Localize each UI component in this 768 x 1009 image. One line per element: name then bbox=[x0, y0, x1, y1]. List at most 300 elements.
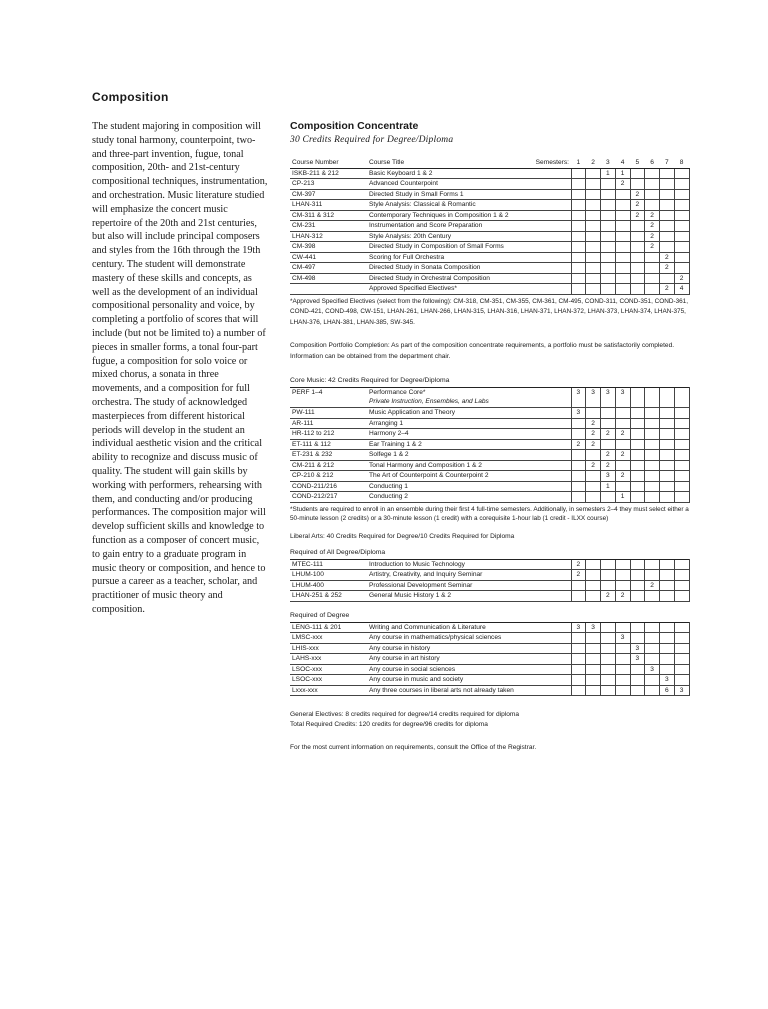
semester-credit-cell bbox=[660, 273, 675, 284]
course-title bbox=[367, 664, 571, 675]
semester-credit-cell bbox=[660, 570, 675, 581]
semester-credit-cell bbox=[630, 231, 645, 242]
semester-credit-cell: 2 bbox=[630, 210, 645, 221]
semester-credit-cell bbox=[674, 168, 689, 179]
semester-credit-cell bbox=[630, 418, 645, 429]
course-title bbox=[367, 200, 571, 211]
semester-credit-cell bbox=[660, 210, 675, 221]
semester-credit-cell bbox=[674, 439, 689, 450]
liberal-arts-heading: Liberal Arts: 40 Credits Required for Degree/10 Credits Required for Diploma bbox=[290, 532, 515, 540]
course-number: CP-210 & 212 bbox=[290, 471, 367, 482]
table-row bbox=[290, 675, 689, 686]
semester-credit-cell bbox=[660, 231, 675, 242]
semester-credit-cell bbox=[586, 481, 601, 492]
semester-credit-cell bbox=[674, 591, 689, 602]
semester-credit-cell bbox=[630, 570, 645, 581]
semester-credit-cell bbox=[571, 284, 586, 295]
semester-credit-cell bbox=[645, 273, 660, 284]
degree-heading: Required of Degree bbox=[290, 611, 350, 619]
semester-credit-cell bbox=[630, 460, 645, 471]
electives-note: *Approved Specified Electives (select from the following): CM-318, CM-351, CM-355, CM-361, CM-495, COND-311, COND-351, COND-361, COND-421, COND-498, CW-151, LHAN-261, LHAN-266, LHAN-315, LHAN-316, LHAN-371, LHAN-372, LHAN-373, LHAN-374, LHAN-375, LHAN-376, LHAN-381, LHAN-385, SW-345. bbox=[290, 297, 689, 326]
semester-credit-cell bbox=[645, 408, 660, 419]
semester-credit-cell: 6 bbox=[660, 685, 675, 696]
semester-credit-cell bbox=[645, 591, 660, 602]
table-row bbox=[290, 481, 689, 492]
semester-credit-cell bbox=[660, 388, 675, 408]
semester-credit-cell bbox=[674, 179, 689, 190]
semester-credit-cell bbox=[586, 559, 601, 570]
course-number: LMSC-xxx bbox=[290, 633, 367, 644]
semester-credit-cell bbox=[630, 284, 645, 295]
course-title bbox=[367, 242, 571, 253]
semester-credit-cell bbox=[674, 664, 689, 675]
course-number: ET-231 & 232 bbox=[290, 450, 367, 461]
semester-credit-cell bbox=[571, 189, 586, 200]
semester-credit-cell bbox=[586, 633, 601, 644]
semester-credit-cell bbox=[630, 439, 645, 450]
semester-credit-cell bbox=[601, 675, 616, 686]
course-title bbox=[367, 221, 571, 232]
semester-credit-cell: 2 bbox=[571, 570, 586, 581]
course-title bbox=[367, 210, 571, 221]
semester-credit-cell bbox=[645, 200, 660, 211]
course-title bbox=[367, 481, 571, 492]
semester-credit-cell: 1 bbox=[615, 168, 630, 179]
course-title bbox=[367, 388, 571, 408]
semester-credit-cell bbox=[660, 439, 675, 450]
semester-credit-cell bbox=[630, 664, 645, 675]
semester-credit-cell bbox=[601, 242, 616, 253]
semester-credit-cell bbox=[615, 622, 630, 633]
semester-credit-cell bbox=[660, 200, 675, 211]
semester-credit-cell bbox=[674, 492, 689, 503]
course-title bbox=[367, 675, 571, 686]
table-row bbox=[290, 221, 689, 232]
semester-credit-cell: 2 bbox=[601, 450, 616, 461]
course-title bbox=[367, 559, 571, 570]
course-title bbox=[367, 633, 571, 644]
semester-credit-cell bbox=[601, 559, 616, 570]
semester-credit-cell bbox=[660, 643, 675, 654]
semester-credit-cell bbox=[615, 252, 630, 263]
course-number: LENG-111 & 201 bbox=[290, 622, 367, 633]
semester-credit-cell bbox=[645, 418, 660, 429]
semester-header: 5 bbox=[630, 158, 645, 168]
semester-credit-cell bbox=[615, 210, 630, 221]
semester-credit-cell: 2 bbox=[601, 429, 616, 440]
course-title-text: Directed Study in Sonata Composition bbox=[369, 264, 481, 271]
course-title bbox=[367, 450, 571, 461]
course-number: LHAN-251 & 252 bbox=[290, 591, 367, 602]
semester-credit-cell bbox=[630, 242, 645, 253]
course-title bbox=[367, 570, 571, 581]
semester-credit-cell bbox=[586, 570, 601, 581]
semester-credit-cell bbox=[674, 242, 689, 253]
course-title-text: Writing and Communication & Literature bbox=[369, 623, 486, 631]
semester-credit-cell: 3 bbox=[630, 643, 645, 654]
semester-credit-cell bbox=[674, 252, 689, 263]
semester-credit-cell bbox=[586, 591, 601, 602]
intro-paragraph: The student majoring in composition will study tonal harmony, counterpoint, two- and three-part invention, fugue, tonal composition, 20th- and 21st-century compositional techniques, instrumentation, and orchestration. Music literature studied will emphasize the concert music repertoire of the 20th and 21st centuries, but also will include principal composers and styles from the 16th through the 19th century. The student will demonstrate mastery of these skills and concepts, as well as the development of an individual compositional personality and voice, by completing a portfolio of scores that will include (but not be limited to) a number of pieces in smaller forms, a tonal four-part fugue, a composition for solo voice or mixed chorus, a sonata in three movements, and a composition for full orchestra. The study of acknowledged masterpieces from different historical periods will develop in the student an individual aesthetic vision and the critical ability to recognize and discuss music of quality. The student will gain skills by working with performers, rehearsing with them, and conducting and/or producing performances. The composition major will develop sufficient skills and knowledge to function as a composer of concert music, to gain entry to a graduate program in music theory or composition, and hence to pursue a career as a teacher, scholar, and practitioner of music theory and composition. bbox=[92, 121, 268, 615]
semester-credit-cell: 3 bbox=[615, 633, 630, 644]
semester-credit-cell bbox=[571, 221, 586, 232]
semester-credit-cell bbox=[571, 460, 586, 471]
course-title-text: Style Analysis: 20th Century bbox=[369, 232, 452, 240]
semester-credit-cell bbox=[660, 481, 675, 492]
semester-credit-cell bbox=[571, 252, 586, 263]
semester-credit-cell: 2 bbox=[615, 450, 630, 461]
semester-credit-cell bbox=[601, 685, 616, 696]
semester-credit-cell bbox=[601, 284, 616, 295]
semester-credit-cell bbox=[615, 242, 630, 253]
semester-credit-cell bbox=[586, 252, 601, 263]
table-row bbox=[290, 439, 689, 450]
semester-credit-cell bbox=[571, 263, 586, 274]
semester-credit-cell bbox=[601, 492, 616, 503]
course-number: HR-112 to 212 bbox=[290, 429, 367, 440]
general-electives: General Electives: 8 credits required for degree/14 credits required for diploma bbox=[290, 711, 520, 718]
semester-credit-cell bbox=[586, 221, 601, 232]
course-title-text: Performance Core* bbox=[369, 389, 426, 396]
all-degree-heading: Required of All Degree/Diploma bbox=[290, 548, 386, 556]
course-number: LSOC-xxx bbox=[290, 664, 367, 675]
semester-credit-cell bbox=[674, 221, 689, 232]
semester-credit-cell bbox=[660, 622, 675, 633]
semester-credit-cell bbox=[674, 210, 689, 221]
semester-credit-cell bbox=[630, 580, 645, 591]
semester-credit-cell bbox=[674, 570, 689, 581]
semester-credit-cell bbox=[615, 559, 630, 570]
course-title-text: Basic Keyboard 1 & 2 bbox=[369, 169, 433, 177]
semester-credit-cell bbox=[630, 633, 645, 644]
semester-credit-cell: 3 bbox=[674, 685, 689, 696]
semester-credit-cell: 2 bbox=[645, 231, 660, 242]
course-title-text: Harmony 2–4 bbox=[369, 430, 409, 437]
course-number: LHUM-100 bbox=[290, 570, 367, 581]
semester-credit-cell bbox=[645, 252, 660, 263]
semester-credit-cell bbox=[601, 439, 616, 450]
semester-credit-cell bbox=[601, 664, 616, 675]
semester-credit-cell bbox=[615, 654, 630, 665]
semester-credit-cell: 3 bbox=[601, 471, 616, 482]
semester-credit-cell bbox=[630, 471, 645, 482]
semester-credit-cell bbox=[615, 664, 630, 675]
semester-credit-cell bbox=[586, 231, 601, 242]
semester-credit-cell bbox=[660, 418, 675, 429]
semester-credit-cell bbox=[615, 675, 630, 686]
semester-credit-cell bbox=[586, 189, 601, 200]
semester-credit-cell bbox=[660, 633, 675, 644]
semester-credit-cell bbox=[645, 450, 660, 461]
semester-credit-cell bbox=[645, 633, 660, 644]
table-row bbox=[290, 252, 689, 263]
table-row bbox=[290, 591, 689, 602]
semester-credit-cell: 2 bbox=[586, 439, 601, 450]
ensemble-note: *Students are required to enroll in an ensemble during their first 4 full-time semesters. Additionally, in semesters 2–4 they must select either a 50-minute lesson (2 credits) or a 30-minute lesson (1 credit) with a corequisite 1-hour lab (1 credit - ILXX course) bbox=[290, 505, 689, 522]
semester-credit-cell bbox=[615, 200, 630, 211]
semesters-label: Semesters: bbox=[535, 159, 569, 166]
course-title-text: Conducting 2 bbox=[369, 493, 408, 500]
semester-credit-cell bbox=[571, 591, 586, 602]
course-title-text: Any course in art history bbox=[369, 655, 440, 662]
course-title-text: Advanced Counterpoint bbox=[369, 180, 438, 187]
semester-credit-cell bbox=[660, 654, 675, 665]
course-number: CM-497 bbox=[290, 263, 367, 274]
semester-credit-cell bbox=[615, 481, 630, 492]
course-title bbox=[367, 580, 571, 591]
course-number: MTEC-111 bbox=[290, 559, 367, 570]
semester-credit-cell bbox=[571, 168, 586, 179]
semester-credit-cell bbox=[630, 168, 645, 179]
table-row bbox=[290, 388, 689, 408]
semester-credit-cell: 2 bbox=[660, 263, 675, 274]
semester-credit-cell bbox=[601, 622, 616, 633]
course-title-text: Any course in music and society bbox=[369, 676, 464, 683]
course-number: CM-398 bbox=[290, 242, 367, 253]
semester-credit-cell bbox=[674, 675, 689, 686]
course-title-text: Approved Specified Electives* bbox=[369, 285, 457, 292]
course-title-text: Music Application and Theory bbox=[369, 409, 456, 416]
semester-credit-cell: 2 bbox=[630, 200, 645, 211]
course-title bbox=[367, 252, 571, 263]
semester-credit-cell bbox=[601, 263, 616, 274]
semester-credit-cell: 2 bbox=[615, 179, 630, 190]
course-title-text: Any course in mathematics/physical sciences bbox=[369, 634, 502, 641]
semester-credit-cell bbox=[630, 591, 645, 602]
course-title bbox=[367, 418, 571, 429]
semester-credit-cell: 3 bbox=[615, 388, 630, 408]
semester-header: 2 bbox=[586, 158, 601, 168]
semester-credit-cell: 4 bbox=[674, 284, 689, 295]
semester-credit-cell bbox=[630, 179, 645, 190]
semester-credit-cell bbox=[645, 643, 660, 654]
col-course-title-label: Course Title bbox=[369, 159, 405, 166]
semester-credit-cell bbox=[674, 580, 689, 591]
semester-credit-cell bbox=[674, 189, 689, 200]
all-degree-table bbox=[290, 559, 690, 602]
course-title bbox=[367, 654, 571, 665]
table-row bbox=[290, 263, 689, 274]
semester-credit-cell bbox=[630, 273, 645, 284]
course-title bbox=[367, 273, 571, 284]
semester-credit-cell bbox=[601, 210, 616, 221]
semester-credit-cell bbox=[571, 643, 586, 654]
course-title-text: Directed Study in Small Forms 1 bbox=[369, 190, 464, 198]
table-row bbox=[290, 242, 689, 253]
semester-credit-cell bbox=[571, 179, 586, 190]
table-row bbox=[290, 580, 689, 591]
table-row bbox=[290, 200, 689, 211]
semester-credit-cell bbox=[615, 570, 630, 581]
semester-credit-cell: 3 bbox=[571, 622, 586, 633]
semester-credit-cell bbox=[601, 408, 616, 419]
course-number: COND-211/216 bbox=[290, 481, 367, 492]
semester-credit-cell bbox=[615, 263, 630, 274]
semester-header: 6 bbox=[645, 158, 660, 168]
semester-credit-cell: 2 bbox=[615, 471, 630, 482]
course-title-subtext: Private Instruction, Ensembles, and Labs bbox=[369, 398, 489, 405]
semester-credit-cell bbox=[660, 168, 675, 179]
semester-credit-cell bbox=[586, 263, 601, 274]
course-number: CM-498 bbox=[290, 273, 367, 284]
semester-credit-cell bbox=[645, 189, 660, 200]
course-number: ISKB-211 & 212 bbox=[290, 168, 367, 179]
semester-credit-cell bbox=[615, 221, 630, 232]
semester-credit-cell bbox=[645, 492, 660, 503]
course-title-text: Ear Training 1 & 2 bbox=[369, 440, 422, 448]
semester-credit-cell bbox=[674, 460, 689, 471]
course-number: CW-441 bbox=[290, 252, 367, 263]
course-title-text: Solfege 1 & 2 bbox=[369, 451, 409, 458]
semester-credit-cell bbox=[630, 408, 645, 419]
semester-credit-cell bbox=[601, 189, 616, 200]
table-row bbox=[290, 418, 689, 429]
registrar-note: For the most current information on requirements, consult the Office of the Registrar. bbox=[290, 744, 537, 751]
semester-credit-cell bbox=[586, 273, 601, 284]
semester-header: 3 bbox=[601, 158, 616, 168]
semester-credit-cell bbox=[645, 570, 660, 581]
semester-credit-cell bbox=[615, 460, 630, 471]
semester-credit-cell bbox=[586, 580, 601, 591]
semester-credit-cell bbox=[674, 471, 689, 482]
semester-credit-cell bbox=[645, 429, 660, 440]
semester-credit-cell bbox=[674, 559, 689, 570]
course-title bbox=[367, 231, 571, 242]
semester-credit-cell bbox=[571, 231, 586, 242]
semester-credit-cell bbox=[674, 654, 689, 665]
course-title-text: Professional Development Seminar bbox=[369, 581, 473, 589]
semester-credit-cell bbox=[645, 263, 660, 274]
course-title bbox=[367, 460, 571, 471]
semester-credit-cell bbox=[674, 429, 689, 440]
semester-credit-cell: 1 bbox=[615, 492, 630, 503]
table-row bbox=[290, 189, 689, 200]
semester-credit-cell bbox=[571, 210, 586, 221]
course-title bbox=[367, 591, 571, 602]
semester-credit-cell bbox=[571, 675, 586, 686]
semester-credit-cell bbox=[586, 685, 601, 696]
course-title-text: Any course in history bbox=[369, 644, 431, 652]
semester-credit-cell bbox=[660, 429, 675, 440]
semester-header: 4 bbox=[615, 158, 630, 168]
course-title-text: Tonal Harmony and Composition 1 & 2 bbox=[369, 461, 482, 469]
semester-credit-cell bbox=[586, 168, 601, 179]
course-number: CM-397 bbox=[290, 189, 367, 200]
semester-credit-cell: 1 bbox=[601, 168, 616, 179]
semester-credit-cell bbox=[630, 388, 645, 408]
concentrate-title: Composition Concentrate bbox=[290, 120, 419, 132]
semester-credit-cell bbox=[660, 221, 675, 232]
course-title bbox=[367, 685, 571, 696]
semester-credit-cell bbox=[674, 633, 689, 644]
semester-credit-cell bbox=[586, 654, 601, 665]
table-row bbox=[290, 429, 689, 440]
semester-credit-cell bbox=[660, 242, 675, 253]
semester-credit-cell bbox=[601, 654, 616, 665]
course-title bbox=[367, 408, 571, 419]
concentrate-table bbox=[290, 158, 690, 295]
course-number: ET-111 & 112 bbox=[290, 439, 367, 450]
course-number: LAHS-xxx bbox=[290, 654, 367, 665]
course-title-text: Contemporary Techniques in Composition 1 & 2 bbox=[369, 211, 509, 219]
semester-credit-cell bbox=[586, 408, 601, 419]
course-number bbox=[290, 284, 367, 295]
semester-credit-cell bbox=[630, 252, 645, 263]
requirements-column bbox=[290, 120, 690, 753]
semester-credit-cell bbox=[660, 179, 675, 190]
semester-credit-cell bbox=[645, 654, 660, 665]
semester-header: 1 bbox=[571, 158, 586, 168]
semester-credit-cell bbox=[630, 429, 645, 440]
semester-credit-cell bbox=[660, 471, 675, 482]
portfolio-note: Composition Portfolio Completion: As part of the composition concentrate requirements, a portfolio must be satisfactorily completed. Information can be obtained from the department chair. bbox=[290, 342, 675, 360]
semester-credit-cell: 2 bbox=[660, 252, 675, 263]
semester-credit-cell bbox=[615, 408, 630, 419]
semester-credit-cell bbox=[571, 200, 586, 211]
table-row bbox=[290, 643, 689, 654]
semester-credit-cell bbox=[586, 675, 601, 686]
semester-credit-cell bbox=[630, 675, 645, 686]
semester-credit-cell bbox=[586, 179, 601, 190]
semester-credit-cell bbox=[571, 633, 586, 644]
semester-credit-cell bbox=[615, 643, 630, 654]
course-number: LSOC-xxx bbox=[290, 675, 367, 686]
course-title-text: Directed Study in Composition of Small Forms bbox=[369, 243, 504, 250]
course-title-text: Introduction to Music Technology bbox=[369, 560, 465, 568]
course-title-text: Artistry, Creativity, and Inquiry Seminar bbox=[369, 571, 483, 578]
table-row bbox=[290, 168, 689, 179]
semester-credit-cell: 2 bbox=[660, 284, 675, 295]
table-header-row bbox=[290, 158, 689, 168]
semester-credit-cell bbox=[615, 284, 630, 295]
semester-credit-cell bbox=[674, 408, 689, 419]
course-number: LHIS-xxx bbox=[290, 643, 367, 654]
semester-credit-cell bbox=[571, 481, 586, 492]
semester-credit-cell bbox=[571, 450, 586, 461]
semester-credit-cell: 3 bbox=[586, 622, 601, 633]
semester-credit-cell bbox=[660, 591, 675, 602]
semester-credit-cell: 3 bbox=[660, 675, 675, 686]
course-title-text: General Music History 1 & 2 bbox=[369, 592, 452, 599]
semester-credit-cell bbox=[674, 481, 689, 492]
semester-credit-cell bbox=[645, 559, 660, 570]
semester-credit-cell: 2 bbox=[645, 580, 660, 591]
course-title bbox=[367, 471, 571, 482]
semester-credit-cell bbox=[586, 284, 601, 295]
table-row bbox=[290, 408, 689, 419]
semester-credit-cell bbox=[645, 439, 660, 450]
table-row bbox=[290, 664, 689, 675]
semester-credit-cell bbox=[645, 179, 660, 190]
semester-credit-cell bbox=[630, 559, 645, 570]
semester-credit-cell bbox=[615, 439, 630, 450]
semester-credit-cell bbox=[586, 450, 601, 461]
semester-credit-cell bbox=[601, 580, 616, 591]
semester-credit-cell bbox=[660, 460, 675, 471]
semester-credit-cell: 3 bbox=[586, 388, 601, 408]
semester-credit-cell bbox=[615, 273, 630, 284]
semester-credit-cell bbox=[571, 664, 586, 675]
semester-credit-cell bbox=[645, 471, 660, 482]
semester-credit-cell bbox=[571, 471, 586, 482]
core-music-heading: Core Music: 42 Credits Required for Degree/Diploma bbox=[290, 377, 450, 384]
course-title bbox=[367, 189, 571, 200]
course-title bbox=[367, 439, 571, 450]
semester-credit-cell bbox=[674, 643, 689, 654]
semester-credit-cell bbox=[630, 622, 645, 633]
course-number: PW-111 bbox=[290, 408, 367, 419]
semester-credit-cell bbox=[674, 622, 689, 633]
